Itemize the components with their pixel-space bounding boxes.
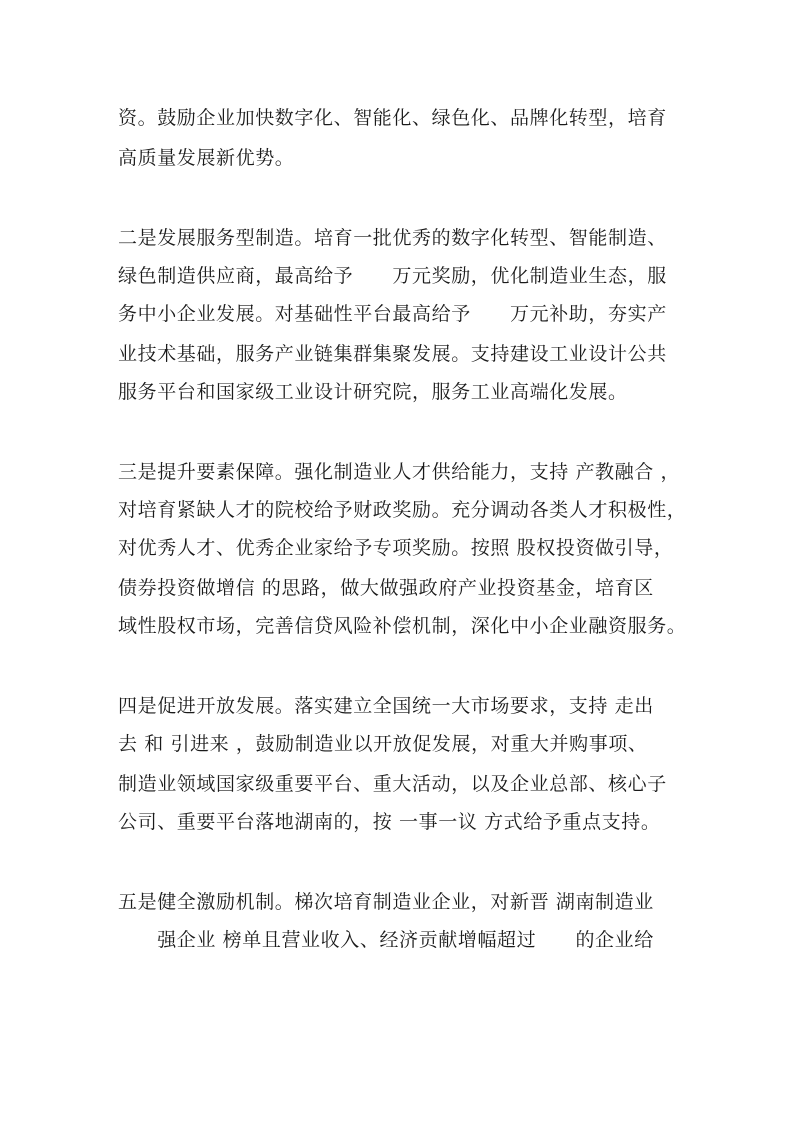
paragraph-4-line-1: 四是促进开放发展。落实建立全国统一大市场要求，支持 走出 [118, 695, 654, 717]
paragraph-4-line-3: 制造业领域国家级重要平台、重大活动，以及企业总部、核心子 [118, 773, 667, 795]
paragraph-3-line-1: 三是提升要素保障。强化制造业人才供给能力，支持 产教融合 ， [118, 461, 681, 483]
paragraph-4-line-2: 去 和 引进来 ，鼓励制造业以开放促发展，对重大并购事项、 [118, 733, 648, 755]
paragraph-5-line-2: 强企业 榜单且营业收入、经济贡献增幅超过 的企业给 [118, 929, 654, 951]
paragraph-2-line-2: 绿色制造供应商，最高给予 万元奖励，优化制造业生态，服 [118, 265, 667, 287]
paragraph-1-line-2: 高质量发展新优势。 [118, 147, 295, 169]
paragraph-2-line-3: 务中小企业发展。对基础性平台最高给予 万元补助，夯实产 [118, 303, 667, 325]
paragraph-5-line-1: 五是健全激励机制。梯次培育制造业企业，对新晋 湖南制造业 [118, 891, 654, 913]
paragraph-3-line-4: 债券投资做增信 的思路，做大做强政府产业投资基金，培育区 [118, 577, 654, 599]
paragraph-2-line-1: 二是发展服务型制造。培育一批优秀的数字化转型、智能制造、 [118, 227, 667, 249]
paragraph-3-line-5: 域性股权市场，完善信贷风险补偿机制，深化中小企业融资服务。 [118, 615, 687, 637]
paragraph-1-line-1: 资。鼓励企业加快数字化、智能化、绿色化、品牌化转型，培育 [118, 107, 667, 129]
paragraph-3-line-2: 对培育紧缺人才的院校给予财政奖励。充分调动各类人才积极性， [118, 499, 687, 521]
paragraph-2-line-4: 业技术基础，服务产业链集群集聚发展。支持建设工业设计公共 [118, 343, 667, 365]
paragraph-3-line-3: 对优秀人才、优秀企业家给予专项奖励。按照 股权投资做引导， [118, 537, 674, 559]
paragraph-4-line-4: 公司、重要平台落地湖南的，按 一事一议 方式给予重点支持。 [118, 811, 661, 833]
paragraph-2-line-5: 服务平台和国家级工业设计研究院，服务工业高端化发展。 [118, 381, 628, 403]
